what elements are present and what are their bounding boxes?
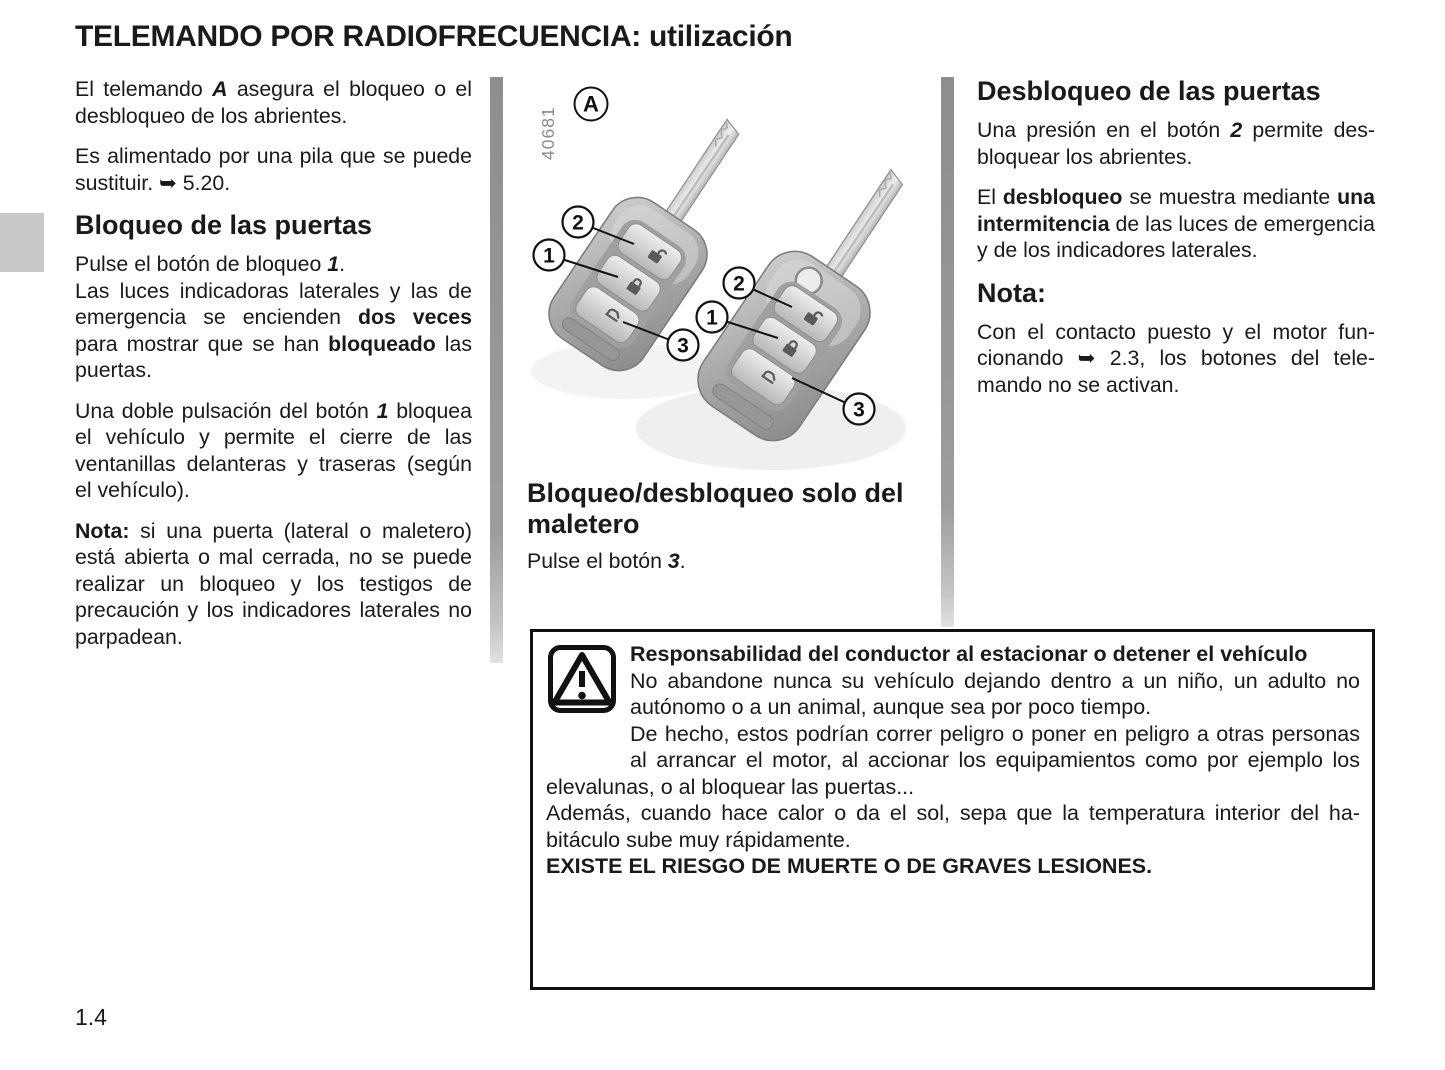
left-column (75, 76, 472, 664)
section-heading-desbloqueo: Desbloqueo de las puertas (977, 76, 1321, 106)
text-run-bold: Nota: (75, 518, 130, 543)
text-run: El (977, 185, 1003, 209)
warning-final-line: EXISTE EL RIESGO DE MUERTE O DE GRAVES LESIONES. (546, 854, 1153, 878)
paragraph: Con el contacto puesto y el motor funcionando ➥ 2.3, los botones del telemando no se activan. (977, 319, 1375, 397)
paragraph (75, 278, 472, 384)
text-run-bold: desbloqueo (1002, 185, 1123, 209)
paragraph (75, 518, 472, 651)
text-run-bold: bloqueado (328, 331, 436, 356)
middle-caption (527, 478, 947, 589)
text-run-bold: 1 (327, 252, 340, 276)
page-number: 1.4 (75, 1004, 107, 1030)
key-remote-figure (526, 76, 916, 470)
text-run: si una puerta (lateral o maletero) está abierta o mal cerrada, no se puede realizar un bloqueo y los testigos de precaución y los indicadores laterales no parpadean. (75, 518, 472, 649)
paragraph (977, 117, 1375, 170)
paragraph (75, 398, 472, 504)
text-run: bloquea el vehículo y permite el cierre de las ventanillas delanteras y traseras (según el vehículo). (75, 398, 472, 502)
text-run: Las luces indicadoras laterales y las de emergencia se encienden (75, 278, 472, 329)
warning-paragraph: Además, cuando hace calor o da el sol, sepa que la temperatura interior del habitáculo sube muy rápidamente. (546, 801, 1360, 852)
right-column (977, 76, 1375, 412)
svg-text:1: 1 (543, 244, 555, 268)
text-run: El telemando (75, 77, 213, 101)
text-run: Una doble pulsación del botón (75, 398, 377, 423)
text-run-bold: 3 (667, 549, 680, 573)
text-run-bold: dos veces (357, 305, 472, 329)
figure-ref-number: 40681 (538, 106, 558, 160)
text-run-bold: una intermitencia (977, 185, 1376, 236)
warning-box (530, 629, 1375, 990)
svg-text:2: 2 (572, 211, 584, 235)
text-run: de las luces de emergencia y de los indicadores laterales. (977, 211, 1375, 262)
text-run: permite desbloquear los abrientes. (977, 118, 1376, 169)
section-heading-maletero: Bloqueo/desbloqueo solo del maletero (527, 478, 904, 539)
warning-triangle-icon (547, 644, 617, 714)
figure-label: A (583, 91, 599, 117)
paragraph (527, 548, 947, 575)
text-run: Pulse el botón (527, 549, 668, 573)
text-run: . (679, 549, 686, 573)
text-run-bold: 2 (1230, 118, 1243, 142)
section-heading-nota: Nota: (977, 277, 1046, 308)
svg-text:3: 3 (853, 398, 865, 422)
warning-paragraph: De hecho, estos podrían correr peligro o poner en peligro a otras personas al arrancar el motor, al accionar los equipamientos como por ejemplo los elevalunas, o al bloquear las puertas... (546, 721, 1360, 799)
chapter-tab-marker (0, 213, 44, 272)
paragraph (977, 184, 1375, 264)
text-run: . (339, 252, 345, 276)
text-run: para mostrar que se han (75, 331, 329, 356)
warning-paragraph: No abandone nunca su vehículo dejando dentro a un niño, un adulto no autónomo o a un animal, aunque sea por poco tiempo. (630, 668, 1360, 719)
warning-title: Responsabilidad del conductor al estacionar o detener el vehículo (630, 642, 1308, 666)
paragraph (75, 76, 472, 129)
paragraph: Es alimentado por una pila que se puede sustituir. ➥ 5.20. (75, 144, 472, 195)
page-title: TELEMANDO POR RADIOFRECUENCIA: utilización (75, 20, 793, 53)
text-run: se muestra mediante (1122, 185, 1338, 209)
text-run: las puertas. (75, 331, 472, 382)
text-run-bold: 1 (376, 398, 389, 423)
svg-text:2: 2 (733, 272, 745, 296)
text-run: asegura el bloqueo o el desbloqueo de los abrientes. (75, 77, 472, 128)
text-run-bold: A (212, 77, 228, 101)
paragraph (75, 251, 472, 278)
section-heading-bloqueo: Bloqueo de las puertas (75, 210, 373, 240)
column-divider (490, 77, 503, 663)
text-run: Pulse el botón de bloqueo (75, 252, 328, 276)
svg-text:3: 3 (677, 334, 689, 358)
text-run: Una presión en el botón (977, 118, 1231, 142)
svg-text:1: 1 (706, 306, 718, 330)
